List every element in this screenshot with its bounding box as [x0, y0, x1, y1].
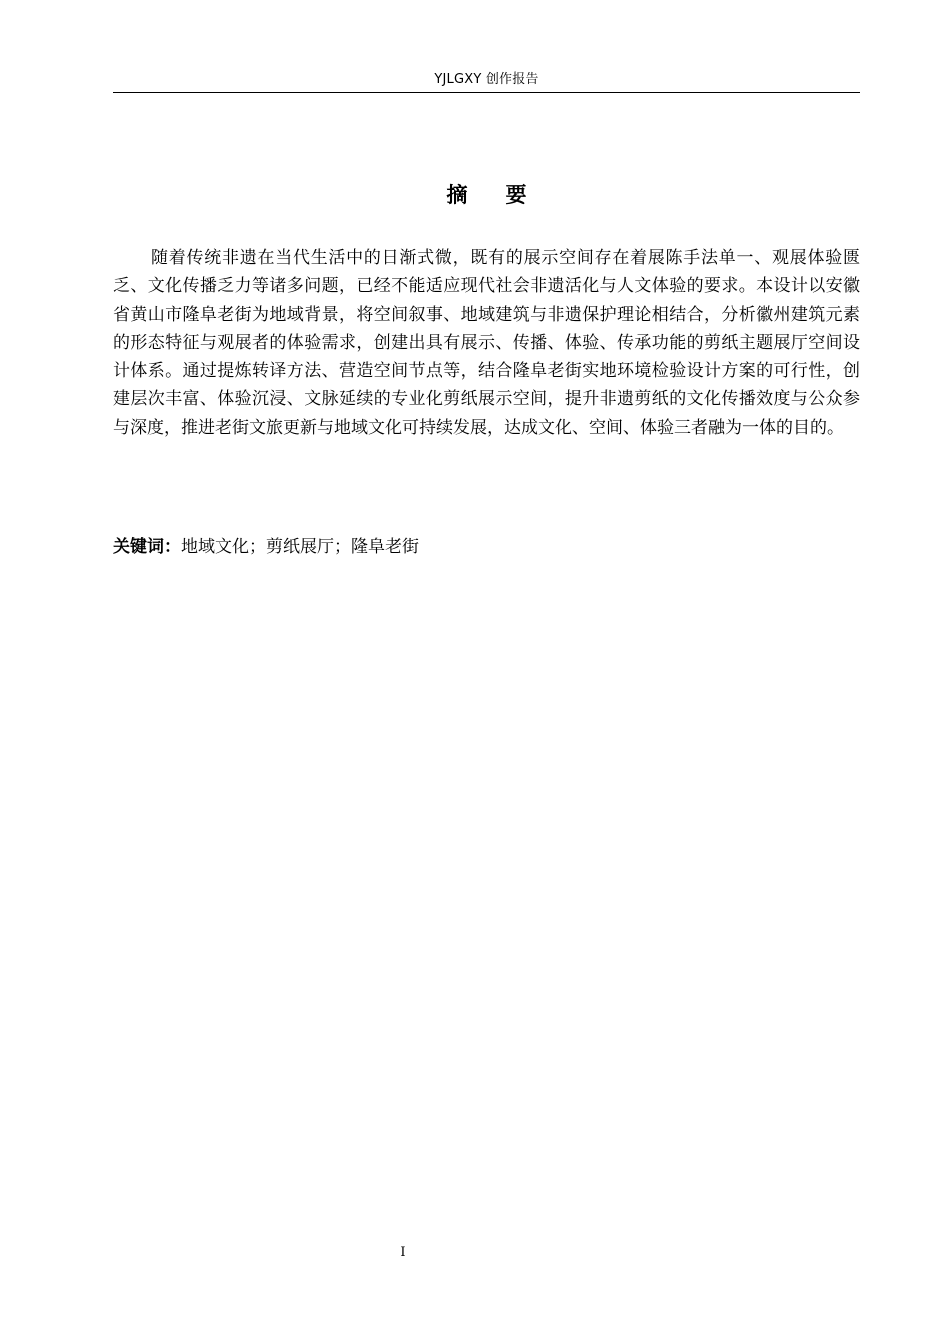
keywords-values: 地域文化；剪纸展厅；隆阜老街 [181, 537, 419, 557]
abstract-title: 摘要 [446, 183, 565, 207]
abstract-body: 随着传统非遗在当代生活中的日渐式微，既有的展示空间存在着展陈手法单一、观展体验匮乏、文化传播乏力等诸多问题，已经不能适应现代社会非遗活化与人文体验的要求。本设计以安徽省黄山市隆阜老街为地域背景，将空间叙事、地域建筑与非遗保护理论相结合，分析徽州建筑元素的形态特征与观展者的体验需求，创建出具有展示、传播、体验、传承功能的剪纸主题展厅空间设计体系。通过提炼转译方法、营造空间节点等，结合隆阜老街实地环境检验设计方案的可行性，创建层次丰富、体验沉浸、文脉延续的专业化剪纸展示空间，提升非遗剪纸的文化传播效度与公众参与深度，推进老街文旅更新与地域文化可持续发展，达成文化、空间、体验三者融为一体的目的。 [113, 248, 860, 438]
keywords-line [113, 533, 860, 561]
keywords-label: 关键词： [113, 537, 181, 557]
page-number: I [400, 1245, 406, 1260]
header-title: YJLGXY 创作报告 [434, 72, 539, 87]
page-header [113, 68, 860, 93]
